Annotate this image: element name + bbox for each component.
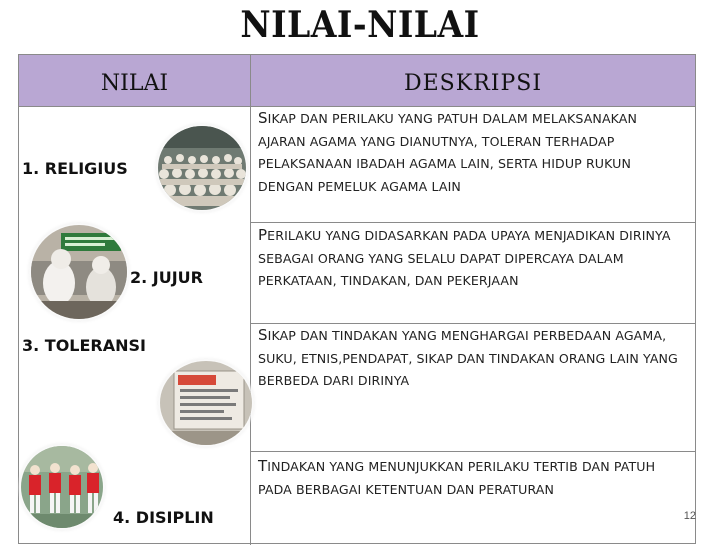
table-header — [19, 55, 695, 107]
honesty-canteen-photo — [31, 225, 127, 319]
row-divider — [251, 222, 695, 223]
group-prayer-photo — [158, 126, 246, 210]
header-deskripsi: DESKRIPSI — [403, 71, 543, 96]
page-number: 12 — [683, 510, 696, 522]
description-toleransi: SIKAP DAN TINDAKAN YANG MENGHARGAI PERBEDAAN AGAMA, SUKU, ETNIS,PENDAPAT, SIKAP DAN TINDAKAN ORANG LAIN YANG BERBEDA DARI DIRINYA — [258, 326, 678, 388]
label-jujur: 2. JUJUR — [130, 268, 203, 287]
description-religius: SIKAP DAN PERILAKU YANG PATUH DALAM MELAKSANAKAN AJARAN AGAMA YANG DIANUTNYA, TOLERAN TERHADAP PELAKSANAAN IBADAH AGAMA LAIN, SERTA HIDUP RUKUN DENGAN PEMELUK AGAMA LAIN — [258, 109, 638, 194]
header-nilai: NILAI — [100, 71, 169, 96]
slide-title: NILAI-NILAI — [240, 4, 480, 46]
marching-students-photo — [21, 446, 103, 528]
row-divider — [251, 451, 695, 452]
label-toleransi: 3. TOLERANSI — [22, 336, 146, 355]
label-disiplin: 4. DISIPLIN — [113, 508, 214, 527]
notice-board-photo — [160, 361, 252, 445]
description-jujur: PERILAKU YANG DIDASARKAN PADA UPAYA MENJADIKAN DIRINYA SEBAGAI ORANG YANG SELALU DAPAT DIPERCAYA DALAM PERKATAAN, TINDAKAN, DAN PEKERJAAN — [258, 226, 671, 288]
description-disiplin: TINDAKAN YANG MENUNJUKKAN PERILAKU TERTIB DAN PATUH PADA BERBAGAI KETENTUAN DAN PERATURAN — [258, 457, 656, 497]
values-table — [18, 54, 696, 544]
column-divider — [250, 55, 251, 545]
label-religius: 1. RELIGIUS — [22, 159, 128, 178]
